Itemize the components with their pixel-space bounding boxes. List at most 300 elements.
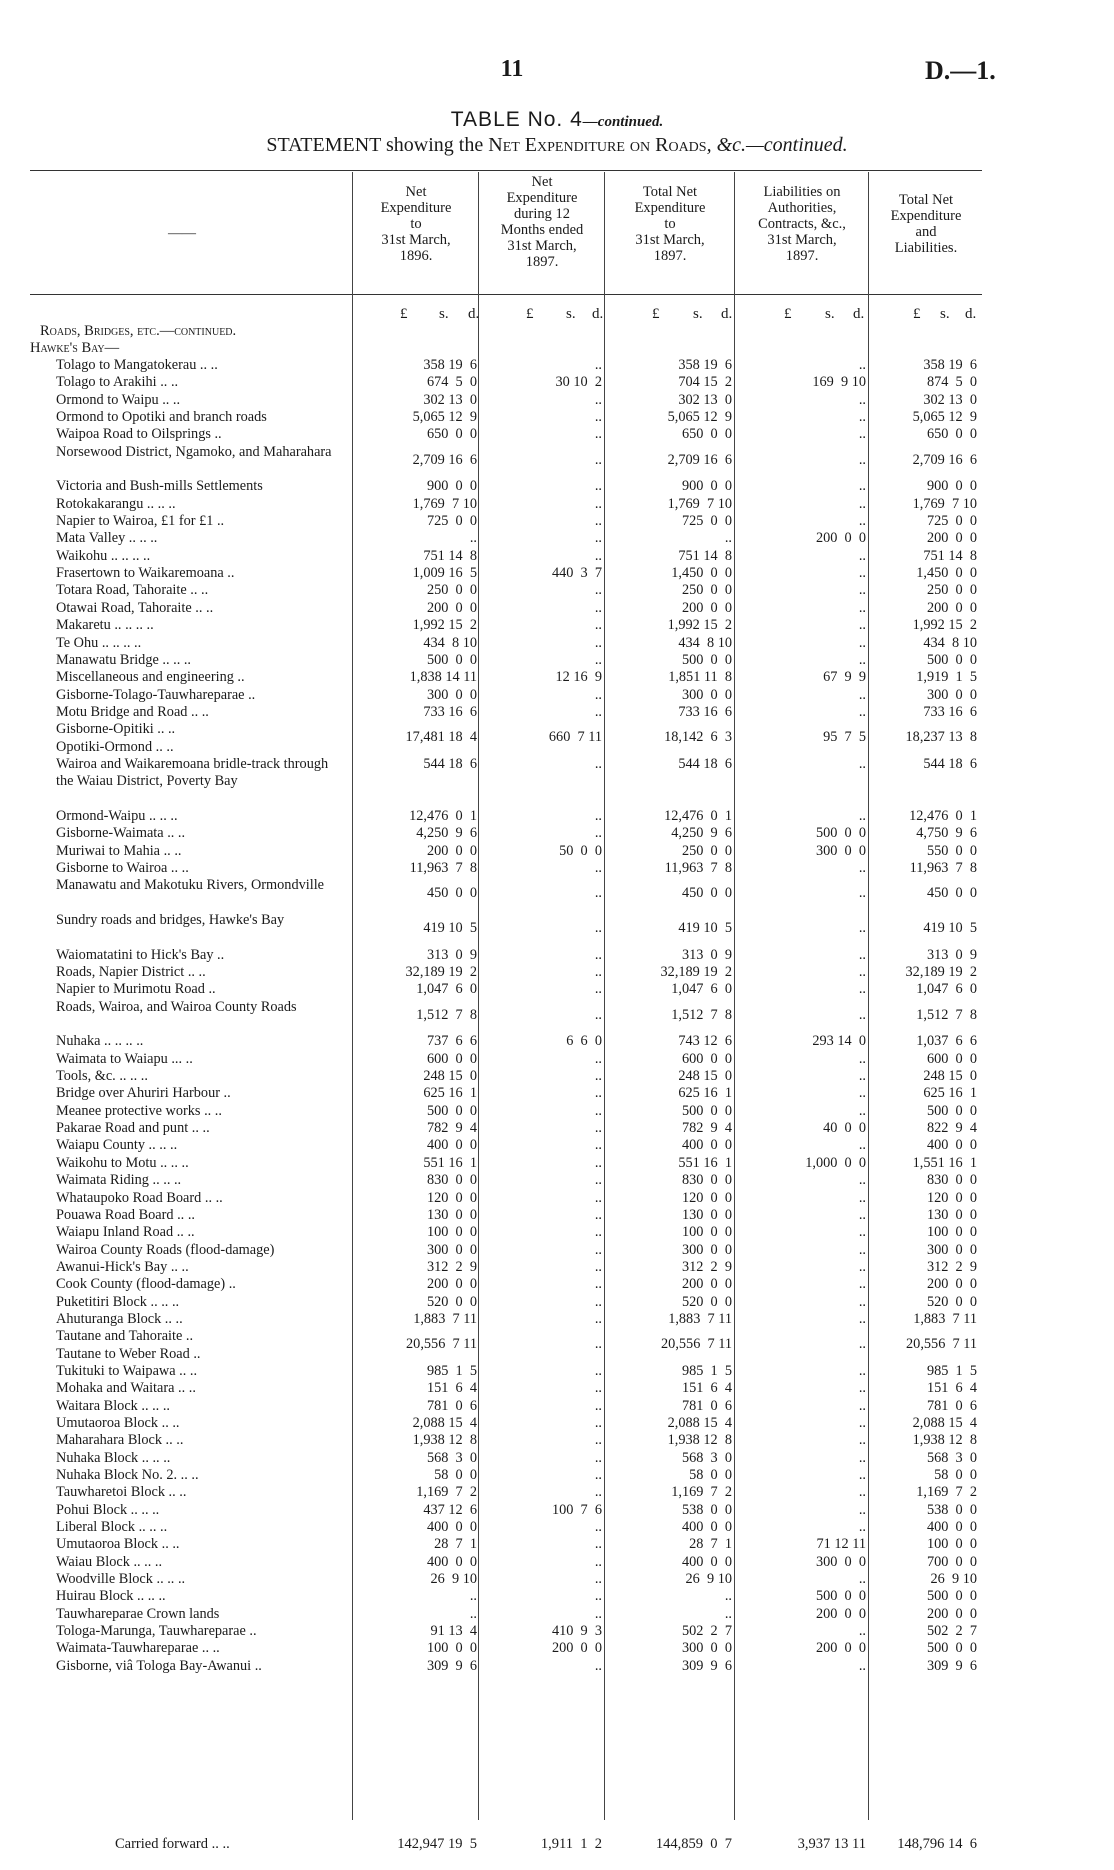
row-label: Liberal Block .. .. ..: [56, 1519, 168, 1536]
table-row: [0, 513, 1114, 530]
amount-c: 100 0 0: [681, 1224, 732, 1241]
amount-c: 520 0 0: [681, 1293, 732, 1310]
row-label: Motu Bridge and Road .. ..: [56, 703, 209, 720]
amount-d: ..: [858, 426, 866, 443]
amount-b: ..: [594, 1068, 602, 1085]
amount-b: 410 9 3: [551, 1623, 602, 1640]
amount-c: 26 9 10: [685, 1571, 732, 1588]
amount-b: ..: [594, 825, 602, 842]
amount-d: ..: [858, 599, 866, 616]
statement-title: [0, 134, 1114, 157]
row-label: Tolago to Mangatokerau .. ..: [56, 357, 218, 373]
amount-d: ..: [858, 617, 866, 634]
amount-a: 830 0 0: [426, 1172, 477, 1189]
unit-pound: £: [400, 306, 408, 322]
column-header: Liabilities on Authorities, Contracts, &c., 31st March, 1897.: [758, 184, 846, 264]
row-label: Otawai Road, Tahoraite .. ..: [56, 599, 214, 616]
amount-c: 781 0 6: [681, 1397, 732, 1414]
table-row: [0, 721, 1114, 756]
amount-b: ..: [594, 634, 602, 651]
row-label: Pouawa Road Board .. ..: [56, 1206, 195, 1223]
amount-e: 1,769 7 10: [912, 495, 977, 512]
row-label: Gisborne-Opitiki .. .. Opotiki-Ormond .. ..: [56, 721, 176, 755]
amount-a: 312 2 9: [426, 1258, 477, 1275]
row-label: Tautane and Tahoraite .. Tautane to Weber Road ..: [56, 1328, 201, 1362]
amount-d: ..: [858, 1449, 866, 1466]
amount-b: 440 3 7: [551, 565, 602, 582]
amount-b: ..: [594, 1484, 602, 1501]
amount-a: 200 0 0: [426, 842, 477, 859]
amount-b: ..: [594, 1362, 602, 1379]
page-number: 11: [500, 56, 524, 82]
table-row: [0, 1658, 1114, 1675]
table-row: [0, 1259, 1114, 1276]
column-header: Net Expenditure during 12 Months ended 31st March, 1897.: [500, 174, 584, 270]
row-label: Awanui-Hick's Bay .. ..: [56, 1258, 189, 1275]
table-row: [0, 1276, 1114, 1293]
amount-e: 100 0 0: [926, 1536, 977, 1553]
amount-b: 12 16 9: [555, 669, 602, 686]
amount-b: ..: [594, 686, 602, 703]
table-row: [0, 704, 1114, 721]
amount-a: 737 6 6: [426, 1033, 477, 1050]
unit-pound: £: [913, 306, 921, 322]
amount-d: ..: [858, 1623, 866, 1640]
amount-a: 1,512 7 8: [416, 1006, 477, 1023]
row-label: Whataupoko Road Board .. ..: [56, 1189, 223, 1206]
amount-b: ..: [594, 426, 602, 443]
amount-a: 358 19 6: [423, 357, 477, 373]
amount-a: 781 0 6: [426, 1397, 477, 1414]
table-row: [0, 1554, 1114, 1571]
table-row: [0, 1398, 1114, 1415]
amount-e: 12,476 0 1: [909, 807, 977, 824]
amount-b: ..: [594, 1120, 602, 1137]
table-row: [0, 1536, 1114, 1553]
amount-a: 26 9 10: [430, 1571, 477, 1588]
unit-pound: £: [784, 306, 792, 322]
table-row: [0, 1484, 1114, 1501]
table-row: [0, 374, 1114, 391]
row-label: Muriwai to Mahia .. ..: [56, 842, 182, 859]
row-label: Umutaoroa Block .. ..: [56, 1536, 180, 1553]
amount-c: 500 0 0: [681, 1102, 732, 1119]
table-row: [0, 1606, 1114, 1623]
amount-a: 434 8 10: [423, 634, 477, 651]
amount-a: 1,169 7 2: [416, 1484, 477, 1501]
amount-c: 32,189 19 2: [660, 964, 732, 981]
amount-c: 120 0 0: [681, 1189, 732, 1206]
carried-forward-e: 148,796 14 6: [897, 1836, 977, 1852]
amount-c: 751 14 8: [678, 547, 732, 564]
amount-d: ..: [858, 859, 866, 876]
amount-a: 20,556 7 11: [406, 1336, 477, 1353]
amount-e: 568 3 0: [926, 1449, 977, 1466]
column-header: Net Expenditure to 31st March, 1896.: [380, 184, 452, 264]
amount-d: ..: [858, 1293, 866, 1310]
amount-c: 248 15 0: [678, 1068, 732, 1085]
table-row: [0, 1502, 1114, 1519]
amount-a: ..: [469, 1605, 477, 1622]
amount-c: 200 0 0: [681, 599, 732, 616]
amount-b: 100 7 6: [551, 1501, 602, 1518]
amount-b: ..: [594, 920, 602, 937]
amount-a: 1,047 6 0: [416, 981, 477, 998]
amount-a: 302 13 0: [423, 391, 477, 408]
amount-b: ..: [594, 1189, 602, 1206]
table-row: [0, 860, 1114, 877]
unit-pound: £: [526, 306, 534, 322]
amount-d: 300 0 0: [815, 1553, 866, 1570]
amount-b: ..: [594, 1336, 602, 1353]
amount-e: 434 8 10: [923, 634, 977, 651]
amount-b: ..: [594, 1241, 602, 1258]
amount-b: ..: [594, 1571, 602, 1588]
amount-b: ..: [594, 1449, 602, 1466]
amount-d: ..: [858, 478, 866, 495]
amount-c: ..: [724, 530, 732, 547]
amount-c: 450 0 0: [681, 885, 732, 902]
amount-b: ..: [594, 755, 602, 772]
column-header: Total Net Expenditure to 31st March, 1897.: [634, 184, 706, 264]
amount-e: 200 0 0: [926, 1605, 977, 1622]
table-row: [0, 357, 1114, 374]
table-row: [0, 1172, 1114, 1189]
table-row: [0, 530, 1114, 547]
amount-b: ..: [594, 1519, 602, 1536]
table-row: [0, 1311, 1114, 1328]
amount-e: 1,883 7 11: [913, 1310, 977, 1327]
amount-c: 733 16 6: [678, 703, 732, 720]
carried-forward-label: Carried forward .. ..: [115, 1836, 230, 1852]
amount-c: 1,851 11 8: [668, 669, 732, 686]
amount-b: ..: [594, 513, 602, 530]
amount-a: 250 0 0: [426, 582, 477, 599]
amount-a: 400 0 0: [426, 1519, 477, 1536]
amount-c: 12,476 0 1: [664, 807, 732, 824]
amount-b: ..: [594, 1467, 602, 1484]
row-label: Waikohu .. .. .. ..: [56, 547, 151, 564]
table-row: [0, 669, 1114, 686]
amount-e: 538 0 0: [926, 1501, 977, 1518]
amount-e: 502 2 7: [926, 1623, 977, 1640]
amount-e: 500 0 0: [926, 1102, 977, 1119]
table-row: [0, 1519, 1114, 1536]
row-label: Wairoa County Roads (flood-damage): [56, 1241, 275, 1258]
table-body: [0, 357, 1114, 1675]
table-row: [0, 756, 1114, 808]
unit-pence: d.: [721, 306, 733, 322]
amount-c: 1,450 0 0: [671, 565, 732, 582]
table-row: [0, 1415, 1114, 1432]
table-row: [0, 496, 1114, 513]
amount-c: 18,142 6 3: [664, 729, 732, 746]
amount-c: 434 8 10: [678, 634, 732, 651]
amount-c: 704 15 2: [678, 374, 732, 391]
amount-b: ..: [594, 1102, 602, 1119]
amount-c: 830 0 0: [681, 1172, 732, 1189]
amount-d: ..: [858, 885, 866, 902]
amount-d: ..: [858, 1310, 866, 1327]
amount-c: 544 18 6: [678, 755, 732, 772]
amount-e: 781 0 6: [926, 1397, 977, 1414]
amount-b: ..: [594, 1006, 602, 1023]
amount-e: 120 0 0: [926, 1189, 977, 1206]
amount-d: 95 7 5: [823, 729, 866, 746]
amount-d: ..: [858, 1085, 866, 1102]
amount-a: 500 0 0: [426, 651, 477, 668]
amount-e: 130 0 0: [926, 1206, 977, 1223]
row-label: Ormond-Waipu .. .. ..: [56, 807, 178, 824]
amount-a: 11,963 7 8: [409, 859, 477, 876]
amount-e: 5,065 12 9: [912, 409, 977, 426]
amount-d: 67 9 9: [823, 669, 866, 686]
amount-d: ..: [858, 755, 866, 772]
amount-e: 544 18 6: [923, 755, 977, 772]
amount-b: ..: [594, 1605, 602, 1622]
unit-shilling: s.: [825, 306, 835, 322]
amount-d: 293 14 0: [812, 1033, 866, 1050]
amount-d: 200 0 0: [815, 1640, 866, 1657]
amount-d: ..: [858, 1102, 866, 1119]
amount-a: 450 0 0: [426, 885, 477, 902]
table-row: [0, 1380, 1114, 1397]
amount-a: 151 6 4: [426, 1380, 477, 1397]
amount-e: 302 13 0: [923, 391, 977, 408]
amount-d: ..: [858, 1206, 866, 1223]
amount-d: ..: [858, 981, 866, 998]
table-row: [0, 1294, 1114, 1311]
row-label: Tukituki to Waipawa .. ..: [56, 1362, 198, 1379]
amount-e: 200 0 0: [926, 599, 977, 616]
amount-c: 151 6 4: [681, 1380, 732, 1397]
amount-d: ..: [858, 357, 866, 373]
amount-c: 551 16 1: [678, 1154, 732, 1171]
amount-d: ..: [858, 1501, 866, 1518]
amount-a: 900 0 0: [426, 478, 477, 495]
row-label: Waimata to Waiapu ... ..: [56, 1050, 193, 1067]
row-label: Waikohu to Motu .. .. ..: [56, 1154, 189, 1171]
table-row: [0, 1085, 1114, 1102]
amount-b: ..: [594, 1432, 602, 1449]
amount-a: 500 0 0: [426, 1102, 477, 1119]
amount-a: 100 0 0: [426, 1640, 477, 1657]
amount-c: 358 19 6: [678, 357, 732, 373]
amount-e: 200 0 0: [926, 1276, 977, 1293]
amount-a: 2,088 15 4: [412, 1414, 477, 1431]
amount-b: ..: [594, 547, 602, 564]
amount-d: ..: [858, 1006, 866, 1023]
amount-b: ..: [594, 1553, 602, 1570]
amount-b: ..: [594, 885, 602, 902]
amount-c: 2,088 15 4: [667, 1414, 732, 1431]
unit-pence: d.: [965, 306, 977, 322]
table-row: [0, 1190, 1114, 1207]
table-row: [0, 912, 1114, 947]
amount-a: 600 0 0: [426, 1050, 477, 1067]
amount-c: 58 0 0: [689, 1467, 732, 1484]
amount-d: ..: [858, 686, 866, 703]
row-label: Makaretu .. .. .. ..: [56, 617, 154, 634]
amount-c: 312 2 9: [681, 1258, 732, 1275]
table-row: [0, 600, 1114, 617]
row-label: Pohui Block .. .. ..: [56, 1501, 160, 1518]
amount-a: 400 0 0: [426, 1137, 477, 1154]
amount-b: ..: [594, 617, 602, 634]
amount-e: 1,512 7 8: [916, 1006, 977, 1023]
amount-d: 200 0 0: [815, 1605, 866, 1622]
table-row: [0, 825, 1114, 842]
table-row: [0, 1467, 1114, 1484]
amount-c: 1,992 15 2: [667, 617, 732, 634]
row-label: Cook County (flood-damage) ..: [56, 1276, 236, 1293]
table-row: [0, 582, 1114, 599]
amount-e: 625 16 1: [923, 1085, 977, 1102]
amount-e: 313 0 9: [926, 946, 977, 963]
carried-forward-d: 3,937 13 11: [797, 1836, 866, 1852]
amount-a: 200 0 0: [426, 599, 477, 616]
amount-b: ..: [594, 599, 602, 616]
statement-suffix: , &c.—continued.: [706, 134, 848, 156]
amount-a: 437 12 6: [423, 1501, 477, 1518]
table-row: [0, 1033, 1114, 1050]
amount-b: ..: [594, 1397, 602, 1414]
table-row: [0, 1588, 1114, 1605]
amount-b: ..: [594, 964, 602, 981]
amount-d: 200 0 0: [815, 530, 866, 547]
amount-c: 4,250 9 6: [671, 825, 732, 842]
amount-a: 300 0 0: [426, 686, 477, 703]
table-row: [0, 1137, 1114, 1154]
table-row: [0, 444, 1114, 479]
amount-e: 874 5 0: [926, 374, 977, 391]
table-row: [0, 635, 1114, 652]
amount-d: ..: [858, 1432, 866, 1449]
amount-d: ..: [858, 1571, 866, 1588]
amount-c: ..: [724, 1588, 732, 1605]
amount-a: 625 16 1: [423, 1085, 477, 1102]
amount-a: ..: [469, 1588, 477, 1605]
amount-c: 28 7 1: [689, 1536, 732, 1553]
amount-a: 751 14 8: [423, 547, 477, 564]
table-title: [0, 108, 1114, 132]
table-row: [0, 808, 1114, 825]
amount-a: 4,250 9 6: [416, 825, 477, 842]
statement-subject: Net Expenditure on Roads: [488, 134, 707, 156]
amount-b: ..: [594, 1137, 602, 1154]
amount-a: 1,938 12 8: [412, 1432, 477, 1449]
amount-a: 1,992 15 2: [412, 617, 477, 634]
amount-c: 302 13 0: [678, 391, 732, 408]
amount-b: ..: [594, 1293, 602, 1310]
row-label: Mata Valley .. .. ..: [56, 530, 158, 547]
table-row: [0, 1068, 1114, 1085]
table-row: [0, 1103, 1114, 1120]
table-row: [0, 1450, 1114, 1467]
amount-e: 550 0 0: [926, 842, 977, 859]
row-label: Manawatu Bridge .. .. ..: [56, 651, 191, 668]
amount-d: ..: [858, 409, 866, 426]
amount-c: 400 0 0: [681, 1137, 732, 1154]
amount-e: 500 0 0: [926, 1588, 977, 1605]
unit-pound: £: [652, 306, 660, 322]
table-row: [0, 565, 1114, 582]
row-label: Waimata Riding .. .. ..: [56, 1172, 182, 1189]
row-label: Gisborne, viâ Tologa Bay-Awanui ..: [56, 1657, 262, 1674]
amount-a: 551 16 1: [423, 1154, 477, 1171]
amount-d: ..: [858, 1068, 866, 1085]
row-label: Napier to Wairoa, £1 for £1 ..: [56, 513, 225, 530]
amount-e: 58 0 0: [934, 1467, 977, 1484]
amount-d: ..: [858, 1336, 866, 1353]
amount-b: ..: [594, 1414, 602, 1431]
unit-shilling: s.: [439, 306, 449, 322]
table-row: [0, 652, 1114, 669]
row-label: Rotokakarangu .. .. ..: [56, 495, 176, 512]
table-row: [0, 1224, 1114, 1241]
table-row: [0, 1328, 1114, 1363]
amount-e: 20,556 7 11: [906, 1336, 977, 1353]
amount-b: ..: [594, 1276, 602, 1293]
amount-d: ..: [858, 634, 866, 651]
amount-d: ..: [858, 1050, 866, 1067]
amount-d: ..: [858, 964, 866, 981]
amount-a: 313 0 9: [426, 946, 477, 963]
row-label: Manawatu and Makotuku Rivers, Ormondville: [56, 877, 325, 894]
row-label: Roads, Napier District .. ..: [56, 964, 206, 981]
amount-e: 733 16 6: [923, 703, 977, 720]
amount-b: ..: [594, 1310, 602, 1327]
table-row: [0, 947, 1114, 964]
amount-d: ..: [858, 582, 866, 599]
amount-e: 1,938 12 8: [912, 1432, 977, 1449]
amount-c: 500 0 0: [681, 651, 732, 668]
table-row: [0, 1155, 1114, 1172]
amount-a: 1,838 14 11: [409, 669, 477, 686]
amount-e: 1,992 15 2: [912, 617, 977, 634]
table-row: [0, 964, 1114, 981]
amount-d: ..: [858, 946, 866, 963]
row-label: Gisborne-Tolago-Tauwhareparae ..: [56, 686, 256, 703]
amount-d: ..: [858, 565, 866, 582]
amount-a: 17,481 18 4: [405, 729, 477, 746]
amount-b: ..: [594, 981, 602, 998]
amount-e: 151 6 4: [926, 1380, 977, 1397]
row-label: Gisborne-Waimata .. ..: [56, 825, 186, 842]
row-label: Ahuturanga Block .. ..: [56, 1310, 183, 1327]
amount-b: 6 6 0: [566, 1033, 602, 1050]
amount-d: ..: [858, 391, 866, 408]
unit-pence: d.: [592, 306, 604, 322]
amount-e: 11,963 7 8: [909, 859, 977, 876]
amount-c: 625 16 1: [678, 1085, 732, 1102]
amount-c: 1,047 6 0: [671, 981, 732, 998]
amount-b: ..: [594, 1657, 602, 1674]
row-label: Tauwharetoi Block .. ..: [56, 1484, 187, 1501]
amount-c: 309 9 6: [681, 1657, 732, 1674]
amount-b: ..: [594, 807, 602, 824]
amount-c: 502 2 7: [681, 1623, 732, 1640]
table-row: [0, 843, 1114, 860]
row-label: Nuhaka Block No. 2. .. ..: [56, 1467, 199, 1484]
table-row: [0, 617, 1114, 634]
row-label: Frasertown to Waikaremoana ..: [56, 565, 235, 582]
amount-d: 300 0 0: [815, 842, 866, 859]
amount-c: 568 3 0: [681, 1449, 732, 1466]
row-label: Puketitiri Block .. .. ..: [56, 1293, 180, 1310]
amount-b: ..: [594, 357, 602, 373]
amount-c: 419 10 5: [678, 920, 732, 937]
